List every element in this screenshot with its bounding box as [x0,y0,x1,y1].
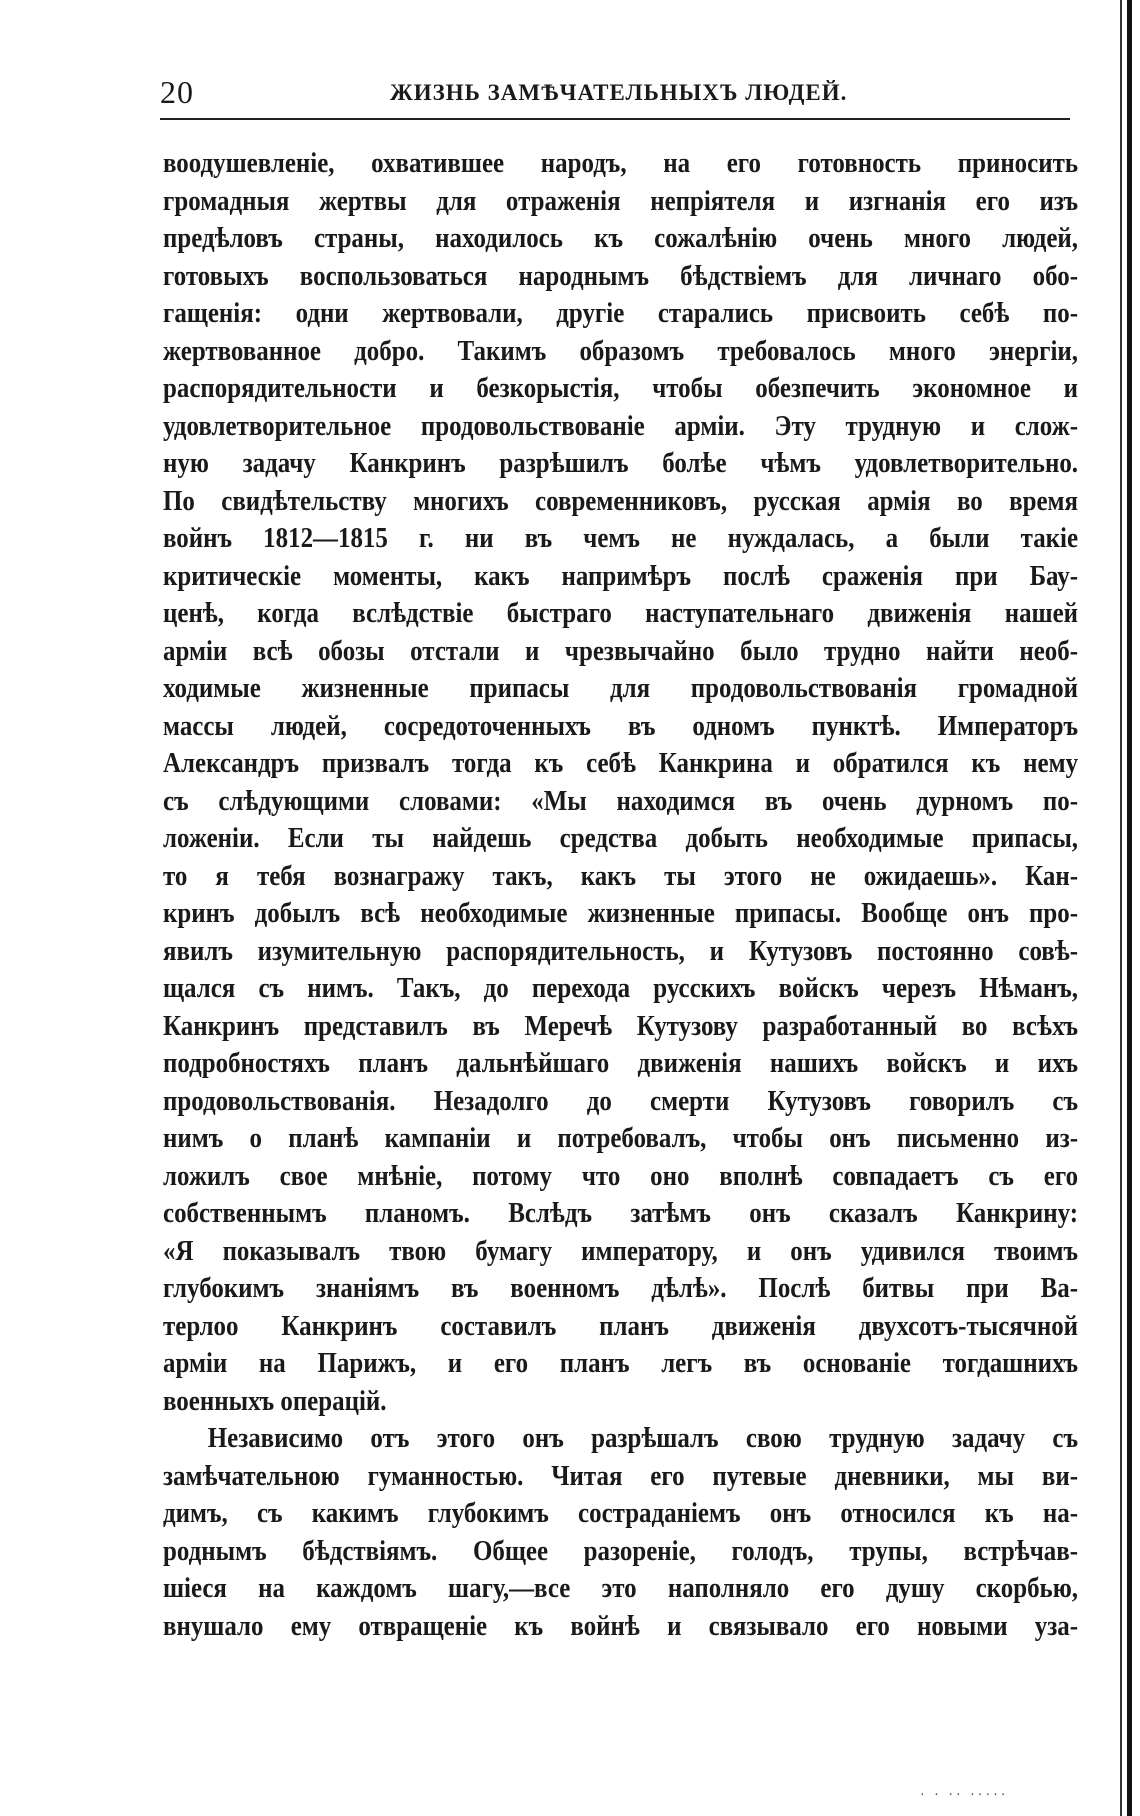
paragraph-1 [163,145,1078,1420]
text-line: По свидѣтельству многихъ современниковъ, русская армія во время [163,484,1079,517]
text-line: удовлетворительное продовольствованіе арміи. Эту трудную и слож- [163,409,1079,442]
body-text [163,145,1078,1645]
running-title: ЖИЗНЬ ЗАМѢЧАТЕЛЬНЫХЪ ЛЮДЕЙ. [390,80,848,105]
text-line: «Я показывалъ твою бумагу императору, и онъ удивился твоимъ [163,1234,1079,1267]
text-line: ложеніи. Если ты найдешь средства добыть необходимые припасы, [163,822,1079,854]
text-line: распорядительности и безкорыстія, чтобы обезпечить экономное и [163,372,1079,404]
text-line: димъ, съ какимъ глубокимъ состраданіемъ онъ относился къ на- [163,1497,1079,1529]
text-line: роднымъ бѣдствіямъ. Общее разореніе, голодъ, трупы, встрѣчав- [163,1534,1079,1567]
text-line: ходимые жизненные припасы для продовольствованія громадной [163,672,1079,704]
text-line: арміи на Парижъ, и его планъ легъ въ основаніе тогдашнихъ [163,1347,1079,1379]
text-line: кринъ добылъ всѣ необходимые жизненные припасы. Вообще онъ про- [163,897,1079,929]
print-specks: · · ·· ····· [920,1788,1009,1803]
text-line: нимъ о планѣ кампаніи и потребовалъ, чтобы онъ письменно из- [163,1122,1079,1154]
text-line: военныхъ операцій. [163,1384,387,1417]
text-line: воодушевленіе, охватившее народъ, на его готовность приносить [163,147,1079,179]
header-rule [160,118,1070,120]
text-line: глубокимъ знаніямъ въ военномъ дѣлѣ». Послѣ битвы при Ва- [163,1272,1079,1304]
text-line: подробностяхъ планъ дальнѣйшаго движенія нашихъ войскъ и ихъ [163,1047,1079,1079]
page-number: 20 [160,74,194,110]
text-line: ложилъ свое мнѣніе, потому что оно вполнѣ совпадаетъ съ его [163,1159,1079,1192]
page-edge-line [1120,0,1122,1816]
text-line: Канкринъ представилъ въ Меречѣ Кутузову разработанный во всѣхъ [163,1009,1079,1042]
paragraph-2 [163,1420,1078,1645]
text-line: Независимо отъ этого онъ разрѣшалъ свою трудную задачу съ [207,1422,1079,1454]
text-line: массы людей, сосредоточенныхъ въ одномъ пунктѣ. Императоръ [163,709,1079,742]
text-line: предѣловъ страны, находилось къ сожалѣнію очень много людей, [163,222,1079,254]
text-line: съ слѣдующими словами: «Мы находимся въ очень дурномъ по- [163,784,1079,817]
text-line: щался съ нимъ. Такъ, до перехода русскихъ войскъ черезъ Нѣманъ, [163,972,1079,1004]
text-line: то я тебя вознагражу такъ, какъ ты этого не ожидаешь». Кан- [163,859,1079,892]
text-line: жертвованное добро. Такимъ образомъ требовалось много энергіи, [163,334,1079,367]
text-line: шіеся на каждомъ шагу,—все это наполняло его душу скорбью, [163,1572,1079,1604]
text-line: ценѣ, когда вслѣдствіе быстраго наступательнаго движенія нашей [163,597,1079,629]
page-edge-shadow [1127,0,1132,1816]
text-line: готовыхъ воспользоваться народнымъ бѣдствіемъ для личнаго обо- [163,259,1079,292]
text-line: ную задачу Канкринъ разрѣшилъ болѣе чѣмъ удовлетворительно. [163,447,1079,479]
text-line: критическіе моменты, какъ напримѣръ послѣ сраженія при Бау- [163,559,1079,592]
text-line: внушало ему отвращеніе къ войнѣ и связывало его новыми уза- [163,1609,1079,1642]
text-line: замѣчательною гуманностью. Читая его путевые дневники, мы ви- [163,1459,1079,1492]
text-line: продовольствованія. Незадолго до смерти Кутузовъ говорилъ съ [163,1084,1079,1117]
page-header [160,66,1070,116]
text-line: гащенія: одни жертвовали, другіе старались присвоить себѣ по- [163,297,1079,329]
text-line: собственнымъ планомъ. Вслѣдъ затѣмъ онъ сказалъ Канкрину: [163,1197,1079,1229]
text-line: арміи всѣ обозы отстали и чрезвычайно было трудно найти необ- [163,634,1079,667]
text-line: Александръ призвалъ тогда къ себѣ Канкрина и обратился къ нему [163,747,1079,779]
text-line: терлоо Канкринъ составилъ планъ движенія двухсотъ-тысячной [163,1309,1079,1342]
text-line: войнъ 1812—1815 г. ни въ чемъ не нуждалась, а были такіе [163,522,1079,554]
text-line: громадныя жертвы для отраженія непріятеля и изгнанія его изъ [163,184,1079,217]
text-line: явилъ изумительную распорядительность, и Кутузовъ постоянно совѣ- [163,934,1079,967]
